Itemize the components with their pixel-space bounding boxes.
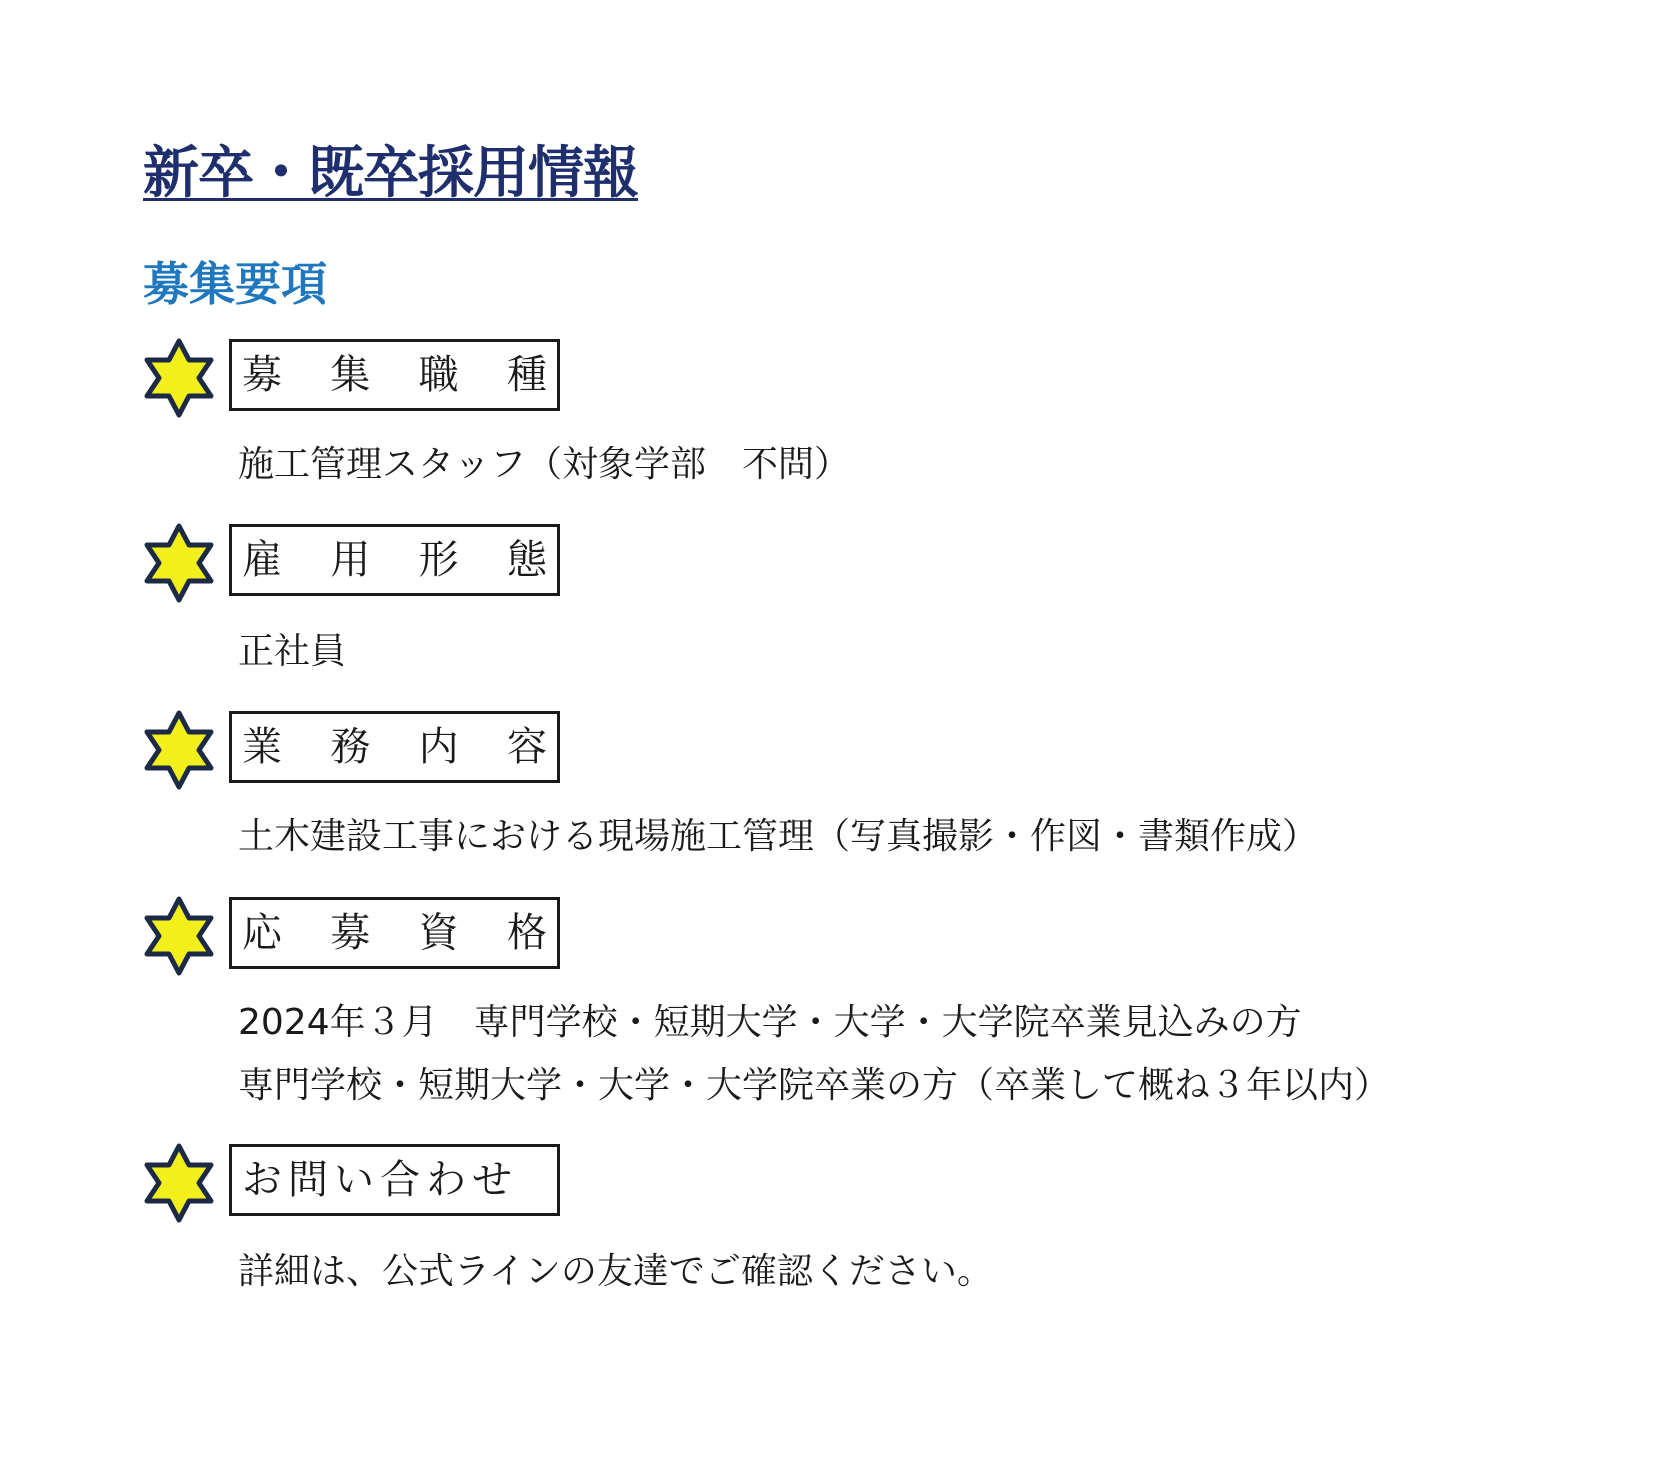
label-char: 態 [506, 537, 547, 583]
section-heading: 募集要項 [143, 257, 327, 311]
star-icon [143, 896, 215, 976]
label-qualifications [229, 897, 560, 969]
label-job-type [229, 339, 560, 411]
star-icon [143, 710, 215, 790]
label-char: 集 [330, 352, 371, 398]
contact-text: 詳細は、公式ラインの友達でご確認ください。 [238, 1251, 993, 1292]
label-char: 格 [506, 910, 547, 956]
page-title: 新卒・既卒採用情報 [143, 141, 638, 206]
label-char: 内 [418, 724, 459, 770]
label-contact [229, 1144, 560, 1216]
star-icon [143, 338, 215, 418]
label-char: 容 [506, 724, 547, 770]
star-icon [143, 523, 215, 603]
label-char: 種 [506, 352, 547, 398]
label-char: 募 [242, 352, 282, 398]
label-char: 職 [418, 352, 459, 398]
label-job-description [229, 711, 560, 783]
label-char: 募 [330, 910, 371, 956]
job-type-text: 施工管理スタッフ（対象学部 不問） [238, 444, 851, 485]
label-char: 業 [242, 724, 282, 770]
job-description-text: 土木建設工事における現場施工管理（写真撮影・作図・書類作成） [238, 816, 1319, 857]
label-char: 用 [330, 537, 371, 583]
label-char: 資 [418, 910, 459, 956]
label-char: 応 [242, 910, 282, 956]
label-char: 形 [418, 537, 459, 583]
label-contact-text: お問い合わせ [242, 1157, 518, 1203]
qualifications-text-2: 専門学校・短期大学・大学・大学院卒業の方（卒業して概ね３年以内） [238, 1065, 1391, 1106]
label-char: 務 [330, 724, 371, 770]
employment-type-text: 正社員 [238, 631, 347, 672]
star-icon [143, 1143, 215, 1223]
label-employment-type [229, 524, 560, 596]
qualifications-text-1: 2024年３月 専門学校・短期大学・大学・大学院卒業見込みの方 [238, 1002, 1302, 1043]
label-char: 雇 [242, 537, 282, 583]
